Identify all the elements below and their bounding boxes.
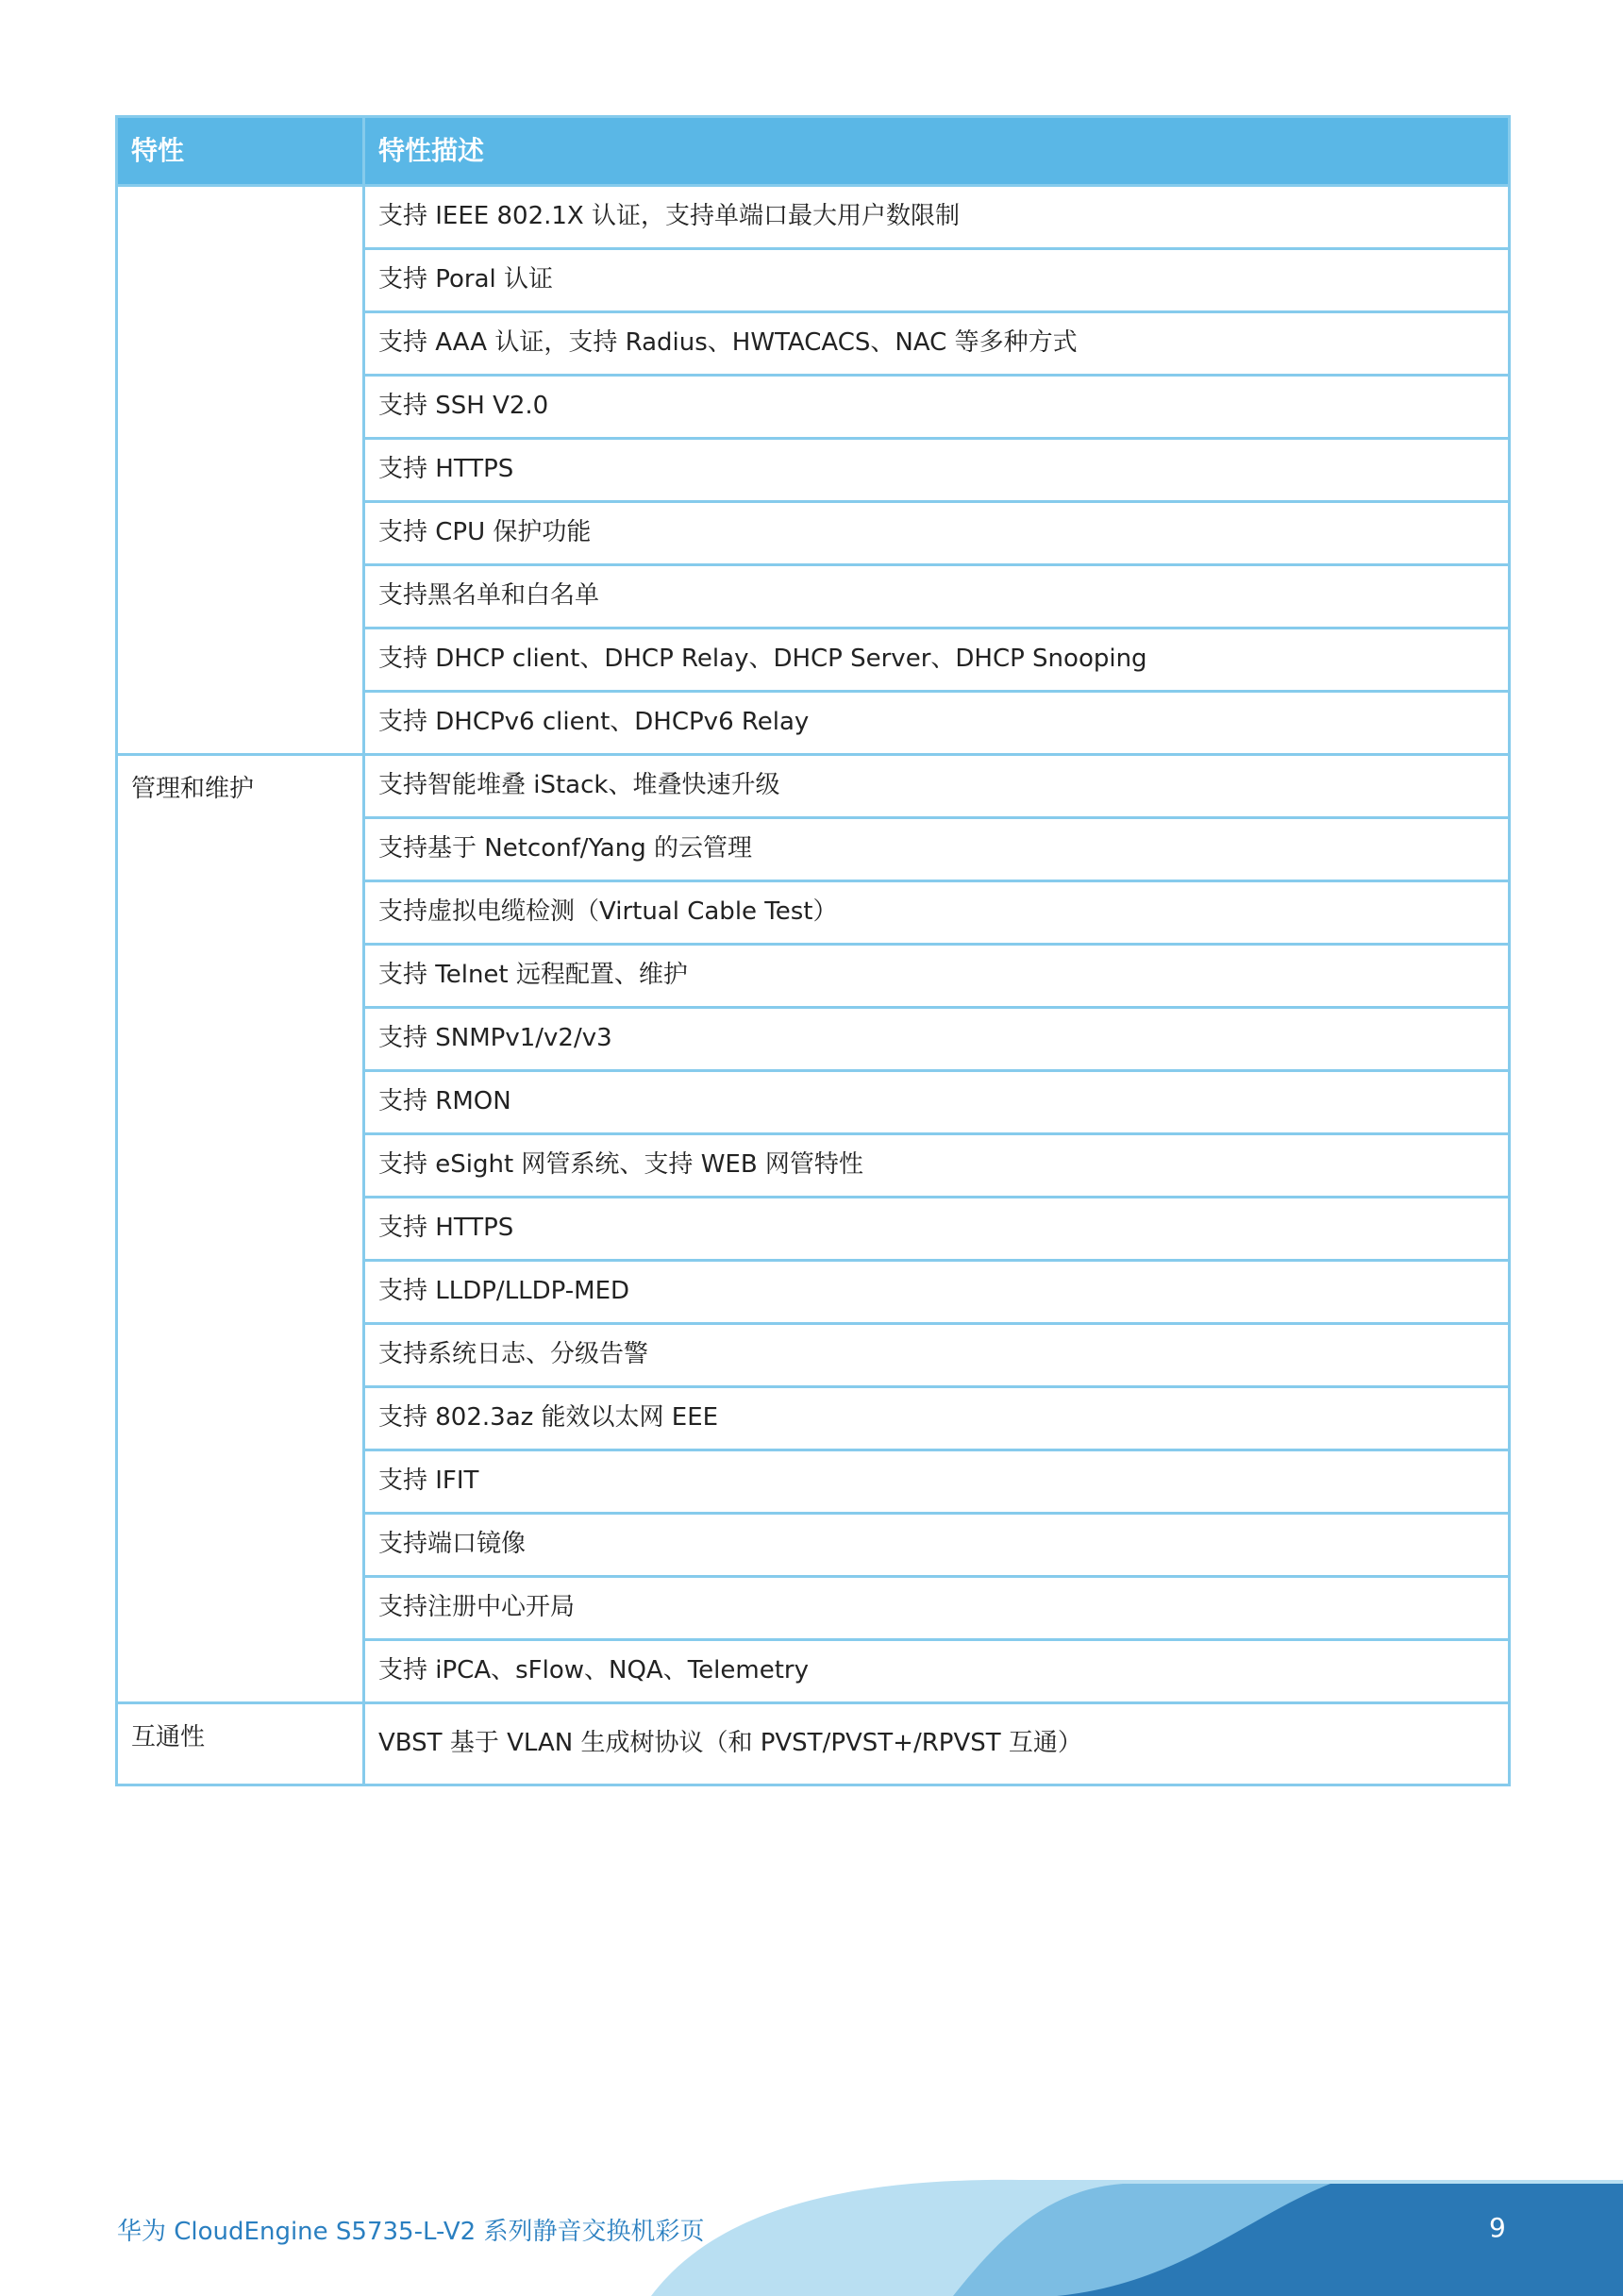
feature-cell: 互通性 (117, 1703, 364, 1785)
table-row (117, 1703, 1510, 1785)
feature-cell: 管理和维护 (117, 755, 364, 1703)
header-feature: 特性 (117, 117, 364, 186)
description-cell: 支持虚拟电缆检测（Virtual Cable Test） (364, 881, 1510, 945)
description-cell: 支持黑名单和白名单 (364, 565, 1510, 628)
description-cell: 支持 HTTPS (364, 1198, 1510, 1261)
description-cell: 支持 iPCA、sFlow、NQA、Telemetry (364, 1640, 1510, 1703)
description-cell: 支持 HTTPS (364, 439, 1510, 502)
description-cell: 支持 IFIT (364, 1450, 1510, 1514)
table-row (117, 755, 1510, 818)
description-cell: 支持智能堆叠 iStack、堆叠快速升级 (364, 755, 1510, 818)
page-footer (0, 2170, 1623, 2296)
description-cell: 支持端口镜像 (364, 1514, 1510, 1577)
description-cell: 支持 Telnet 远程配置、维护 (364, 945, 1510, 1008)
description-cell: 支持 DHCPv6 client、DHCPv6 Relay (364, 692, 1510, 755)
description-cell: 支持 LLDP/LLDP-MED (364, 1261, 1510, 1324)
description-cell: 支持基于 Netconf/Yang 的云管理 (364, 818, 1510, 881)
description-cell: 支持注册中心开局 (364, 1577, 1510, 1640)
feature-spec-table (115, 115, 1511, 1786)
description-cell: 支持 IEEE 802.1X 认证，支持单端口最大用户数限制 (364, 186, 1510, 249)
description-cell: 支持 SSH V2.0 (364, 376, 1510, 439)
description-cell: 支持 SNMPv1/v2/v3 (364, 1008, 1510, 1071)
page-number: 9 (1489, 2212, 1506, 2243)
description-cell: 支持 AAA 认证，支持 Radius、HWTACACS、NAC 等多种方式 (364, 312, 1510, 376)
footer-document-title: 华为 CloudEngine S5735-L-V2 系列静音交换机彩页 (117, 2218, 705, 2246)
description-cell: 支持 RMON (364, 1071, 1510, 1134)
table-row (117, 186, 1510, 249)
description-cell: 支持系统日志、分级告警 (364, 1324, 1510, 1387)
feature-cell (117, 186, 364, 755)
description-cell: 支持 802.3az 能效以太网 EEE (364, 1387, 1510, 1450)
header-feature-description: 特性描述 (364, 117, 1510, 186)
description-cell: 支持 Poral 认证 (364, 249, 1510, 312)
table-header-row (117, 117, 1510, 186)
description-cell: 支持 eSight 网管系统、支持 WEB 网管特性 (364, 1134, 1510, 1198)
description-cell: VBST 基于 VLAN 生成树协议（和 PVST/PVST+/RPVST 互通） (364, 1703, 1510, 1785)
description-cell: 支持 CPU 保护功能 (364, 502, 1510, 565)
description-cell: 支持 DHCP client、DHCP Relay、DHCP Server、DHCP Snooping (364, 628, 1510, 692)
